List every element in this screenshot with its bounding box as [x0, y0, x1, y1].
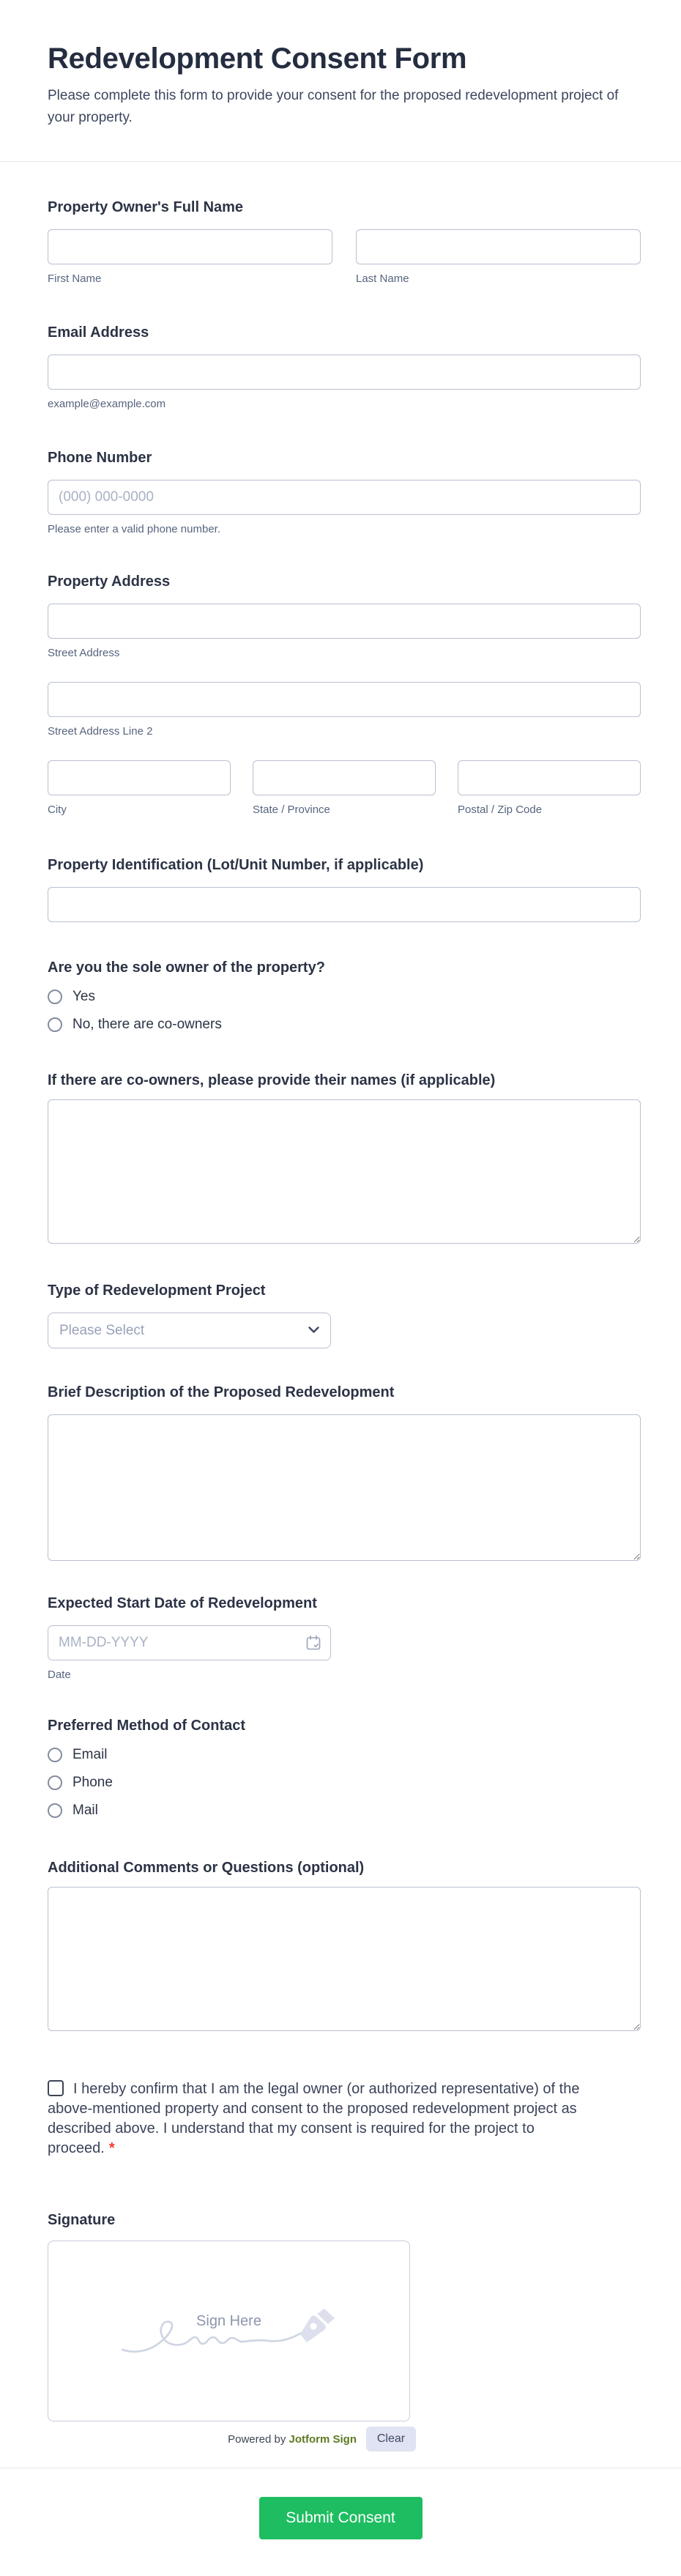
postal-input[interactable] — [458, 760, 641, 795]
radio-no-co-owners-icon[interactable] — [48, 1017, 62, 1032]
email-input[interactable] — [48, 355, 641, 390]
signature-label: Signature — [48, 2212, 116, 2228]
state-input[interactable] — [253, 760, 436, 795]
radio-contact-email-label: Email — [72, 1747, 108, 1762]
last-name-sublabel: Last Name — [356, 272, 409, 285]
signature-footer — [48, 2427, 416, 2451]
street-address2-sublabel: Street Address Line 2 — [48, 725, 153, 738]
description-label: Brief Description of the Proposed Redevelopment — [48, 1384, 395, 1400]
city-input[interactable] — [48, 760, 231, 795]
project-type-label: Type of Redevelopment Project — [48, 1283, 266, 1299]
page-title: Redevelopment Consent Form — [48, 42, 467, 75]
powered-by-text: Powered by Jotform Sign — [228, 2432, 357, 2446]
header-divider — [0, 161, 681, 162]
contact-method-label: Preferred Method of Contact — [48, 1718, 246, 1734]
field-description — [48, 1384, 641, 1561]
radio-contact-mail-label: Mail — [72, 1803, 98, 1818]
radio-contact-phone-icon[interactable] — [48, 1775, 62, 1790]
page-subtitle: Please complete this form to provide your consent for the proposed redevelopment project of your property. — [48, 88, 619, 125]
property-id-label: Property Identification (Lot/Unit Number, if applicable) — [48, 857, 424, 873]
project-type-select[interactable] — [48, 1313, 331, 1348]
field-start-date — [48, 1595, 641, 1680]
date-input-wrap — [48, 1625, 331, 1660]
signature-squiggle-pen-icon — [121, 2309, 338, 2361]
description-textarea[interactable] — [48, 1414, 641, 1561]
field-phone — [48, 449, 641, 535]
co-owners-label: If there are co-owners, please provide their names (if applicable) — [48, 1072, 496, 1088]
radio-yes-label: Yes — [72, 989, 95, 1004]
signature-pad[interactable] — [48, 2241, 410, 2421]
phone-sublabel: Please enter a valid phone number. — [48, 523, 220, 535]
last-name-input[interactable] — [356, 229, 641, 264]
consent-statement — [48, 2079, 604, 2159]
submit-button[interactable]: Submit Consent — [259, 2497, 423, 2539]
radio-contact-mail[interactable] — [48, 1802, 641, 1819]
last-name-col — [356, 229, 641, 284]
required-asterisk: * — [108, 2140, 115, 2156]
first-name-input[interactable] — [48, 229, 332, 264]
start-date-label: Expected Start Date of Redevelopment — [48, 1595, 317, 1611]
field-signature — [48, 2211, 641, 2451]
radio-contact-phone[interactable] — [48, 1774, 641, 1792]
street-address2-input[interactable] — [48, 682, 641, 717]
consent-checkbox[interactable] — [48, 2080, 64, 2096]
start-date-input[interactable] — [48, 1625, 331, 1660]
project-type-placeholder: Please Select — [59, 1322, 145, 1338]
comments-label: Additional Comments or Questions (optional) — [48, 1860, 365, 1876]
jotform-sign-brand[interactable]: Jotform Sign — [289, 2432, 357, 2446]
calendar-icon[interactable] — [305, 1635, 321, 1655]
state-col — [253, 760, 436, 815]
form-header — [0, 0, 681, 129]
owner-name-label: Property Owner's Full Name — [48, 199, 244, 215]
city-col — [48, 760, 231, 815]
radio-contact-mail-icon[interactable] — [48, 1803, 62, 1818]
co-owners-textarea[interactable] — [48, 1099, 641, 1244]
field-co-owners — [48, 1072, 641, 1244]
field-owner-name — [48, 198, 641, 284]
address-label: Property Address — [48, 574, 171, 590]
postal-sublabel: Postal / Zip Code — [458, 803, 543, 816]
form-body — [0, 198, 681, 2451]
pen-nib-icon — [300, 2309, 335, 2342]
phone-input[interactable] — [48, 480, 641, 515]
field-address — [48, 573, 641, 815]
street-address-sublabel: Street Address — [48, 647, 120, 659]
radio-no-co-owners-label: No, there are co-owners — [72, 1017, 222, 1032]
city-sublabel: City — [48, 803, 67, 816]
state-sublabel: State / Province — [253, 803, 330, 816]
submit-bar — [0, 2468, 681, 2576]
sole-owner-label: Are you the sole owner of the property? — [48, 959, 325, 976]
field-contact-method — [48, 1717, 641, 1819]
first-name-col — [48, 229, 332, 284]
chevron-down-icon — [308, 1324, 319, 1337]
field-comments — [48, 1859, 641, 2031]
consent-text: I hereby confirm that I am the legal owner (or authorized representative) of the above-mentioned property and consent to the proposed redevelopment project as described above. I understand that my consent is required for the project to proceed. — [48, 2081, 580, 2156]
first-name-sublabel: First Name — [48, 272, 102, 285]
field-sole-owner — [48, 959, 641, 1033]
sign-here-text: Sign Here — [196, 2313, 261, 2329]
email-sublabel: example@example.com — [48, 398, 166, 410]
radio-contact-email-icon[interactable] — [48, 1748, 62, 1762]
property-id-input[interactable] — [48, 887, 641, 922]
phone-label: Phone Number — [48, 450, 152, 466]
contact-method-options — [48, 1746, 641, 1819]
clear-button[interactable]: Clear — [366, 2427, 416, 2451]
field-email — [48, 324, 641, 409]
date-sublabel: Date — [48, 1669, 71, 1681]
radio-contact-email[interactable] — [48, 1746, 641, 1764]
street-address-input[interactable] — [48, 604, 641, 639]
sole-owner-options — [48, 988, 641, 1033]
radio-no-co-owners[interactable] — [48, 1016, 641, 1033]
radio-contact-phone-label: Phone — [72, 1775, 113, 1790]
field-property-id — [48, 856, 641, 922]
radio-yes[interactable] — [48, 988, 641, 1006]
comments-textarea[interactable] — [48, 1887, 641, 2031]
radio-yes-icon[interactable] — [48, 990, 62, 1004]
email-label: Email Address — [48, 324, 149, 341]
postal-col — [458, 760, 641, 815]
field-project-type — [48, 1282, 641, 1348]
